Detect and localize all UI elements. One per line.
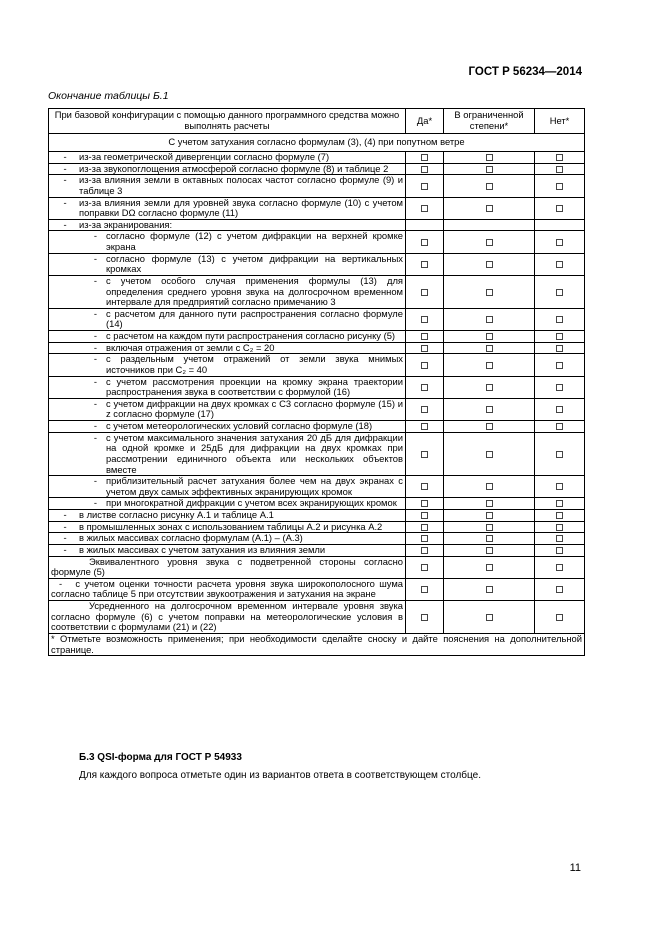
checkbox[interactable] (421, 547, 428, 554)
limited-cell (444, 308, 535, 330)
row-text: из-за геометрической дивергенции согласно формуле (7) (79, 151, 330, 162)
no-cell (535, 163, 585, 175)
checkbox[interactable] (556, 423, 563, 430)
checkbox[interactable] (556, 483, 563, 490)
row-description (49, 510, 406, 522)
table-row (49, 376, 585, 398)
table-row (49, 533, 585, 545)
table-row (49, 308, 585, 330)
table-row (49, 197, 585, 219)
limited-cell (444, 354, 535, 376)
checkbox[interactable] (556, 289, 563, 296)
checkbox[interactable] (421, 614, 428, 621)
row-bullet: - (63, 532, 67, 544)
no-cell (535, 421, 585, 433)
row-text: Усредненного на долгосрочном временном интервале уровня звука согласно формуле (6) с учетом поправки на метеорологические условия в соответствии с формулами (21) и (22) (51, 600, 403, 633)
limited-cell (444, 556, 535, 578)
row-description (49, 556, 406, 578)
checkbox[interactable] (421, 345, 428, 352)
checkbox[interactable] (556, 261, 563, 268)
row-description (49, 476, 406, 498)
table-row (49, 556, 585, 578)
row-description (49, 231, 406, 253)
checkbox[interactable] (486, 205, 493, 212)
checkbox[interactable] (556, 166, 563, 173)
limited-cell (444, 398, 535, 420)
limited-cell (444, 197, 535, 219)
row-bullet: - (59, 577, 63, 589)
row-bullet: - (93, 420, 97, 431)
checkbox[interactable] (421, 384, 428, 391)
table-row (49, 521, 585, 533)
table-row (49, 421, 585, 433)
yes-cell (406, 253, 444, 275)
row-description (49, 533, 406, 545)
row-bullet: - (93, 230, 97, 242)
no-cell (535, 331, 585, 343)
row-description (49, 578, 406, 600)
checkbox[interactable] (556, 362, 563, 369)
yes-cell (406, 533, 444, 545)
checkbox[interactable] (486, 535, 493, 542)
row-description (49, 163, 406, 175)
no-cell (535, 231, 585, 253)
checkbox[interactable] (486, 362, 493, 369)
limited-cell (444, 163, 535, 175)
limited-cell (444, 510, 535, 522)
header-yes: Да* (406, 109, 444, 134)
checkbox[interactable] (421, 586, 428, 593)
yes-cell (406, 197, 444, 219)
row-description (49, 376, 406, 398)
limited-cell (444, 432, 535, 476)
no-cell (535, 556, 585, 578)
row-bullet: - (63, 151, 67, 162)
document-id: ГОСТ Р 56234—2014 (468, 66, 582, 78)
row-text: из-за влияния земли в октавных полосах частот согласно формуле (9) и таблице 3 (79, 174, 403, 196)
checkbox[interactable] (486, 333, 493, 340)
table-row (49, 219, 585, 231)
yes-cell (406, 331, 444, 343)
row-bullet: - (63, 162, 67, 174)
row-bullet: - (93, 341, 97, 353)
row-text: с учетом дифракции на двух кромках с C3 согласно формуле (15) и z согласно формуле (17) (106, 397, 403, 420)
no-cell (535, 342, 585, 354)
table-row (49, 163, 585, 175)
checkbox[interactable] (421, 154, 428, 161)
no-cell (535, 152, 585, 164)
checkbox[interactable] (421, 205, 428, 212)
yes-cell (406, 376, 444, 398)
checkbox[interactable] (421, 500, 428, 507)
table-row (49, 175, 585, 197)
checkbox[interactable] (421, 362, 428, 369)
row-bullet: - (93, 252, 97, 264)
limited-cell (444, 275, 535, 308)
row-bullet: - (63, 509, 67, 520)
section-paragraph: Для каждого вопроса отметьте один из вариантов ответа в соответствующем столбце. (79, 770, 481, 781)
checkbox[interactable] (556, 239, 563, 246)
limited-cell (444, 219, 535, 231)
row-description (49, 253, 406, 275)
table-footnote: * Отметьте возможность применения; при необходимости сделайте сноску и дайте пояснения на дополнительной странице. (49, 633, 585, 655)
checkbox[interactable] (486, 384, 493, 391)
row-bullet: - (93, 397, 97, 409)
table-row (49, 578, 585, 600)
no-cell (535, 544, 585, 556)
no-cell (535, 498, 585, 510)
no-cell (535, 175, 585, 197)
yes-cell (406, 556, 444, 578)
checkbox[interactable] (421, 183, 428, 190)
no-cell (535, 197, 585, 219)
row-text: с раздельным учетом отражений от земли звука мнимых источников при C₂ = 40 (106, 353, 403, 375)
table-row (49, 510, 585, 522)
table-row (49, 601, 585, 634)
header-description: При базовой конфигурации с помощью данного программного средства можно выполнять расчеты (49, 109, 406, 134)
row-description (49, 175, 406, 197)
row-text: из-за звукопоглощения атмосферой согласно формуле (8) и таблице 2 (79, 162, 389, 174)
row-text: с расчетом для данного пути распространения согласно формуле (14) (106, 307, 403, 330)
row-text: с учетом максимального значения затухания 20 дБ для дифракции на одной кромке и 25дБ для дифракции на двух кромках при рассмотрении единичного объекта или нескольких объектов вместе (106, 431, 403, 475)
row-bullet: - (93, 274, 97, 286)
table-row (49, 331, 585, 343)
yes-cell (406, 175, 444, 197)
checkbox[interactable] (556, 586, 563, 593)
yes-cell (406, 308, 444, 330)
limited-cell (444, 533, 535, 545)
yes-cell (406, 476, 444, 498)
limited-cell (444, 331, 535, 343)
checkbox[interactable] (486, 564, 493, 571)
row-bullet: - (93, 330, 97, 341)
table-row (49, 498, 585, 510)
checkbox[interactable] (486, 614, 493, 621)
row-text: из-за экранирования: (79, 218, 173, 230)
table-row (49, 231, 585, 253)
row-text: при многократной дифракции с учетом всех экранирующих кромок (106, 497, 397, 509)
checkbox[interactable] (421, 406, 428, 413)
checkbox[interactable] (486, 261, 493, 268)
checkbox[interactable] (556, 500, 563, 507)
row-bullet: - (93, 375, 97, 387)
checkbox[interactable] (421, 239, 428, 246)
checklist-table (48, 108, 585, 656)
table-row (49, 342, 585, 354)
checkbox[interactable] (556, 614, 563, 621)
checkbox[interactable] (556, 547, 563, 554)
checkbox[interactable] (556, 512, 563, 519)
row-text: с учетом особого случая применения формулы (13) для определения среднего уровня звука на долгосрочном временном интервале для предприятий согласно примечанию 3 (106, 274, 403, 308)
limited-cell (444, 376, 535, 398)
no-cell (535, 510, 585, 522)
no-cell (535, 376, 585, 398)
checkbox[interactable] (556, 183, 563, 190)
checkbox[interactable] (421, 333, 428, 340)
row-description (49, 275, 406, 308)
limited-cell (444, 601, 535, 634)
row-bullet: - (93, 475, 97, 487)
checkbox[interactable] (421, 423, 428, 430)
row-bullet: - (93, 353, 97, 365)
no-cell (535, 601, 585, 634)
row-description (49, 219, 406, 231)
row-bullet: - (93, 431, 97, 443)
checkbox[interactable] (556, 384, 563, 391)
row-description (49, 398, 406, 420)
table-header-row (49, 109, 585, 134)
checkbox[interactable] (421, 524, 428, 531)
checkbox[interactable] (421, 261, 428, 268)
checkbox[interactable] (486, 183, 493, 190)
section-title: С учетом затухания согласно формулам (3), (4) при попутном ветре (49, 134, 585, 152)
table-row (49, 253, 585, 275)
checkbox[interactable] (421, 166, 428, 173)
section-heading: Б.3 QSI-форма для ГОСТ Р 54933 (79, 752, 242, 763)
checkbox[interactable] (556, 345, 563, 352)
table-row (49, 432, 585, 476)
checkbox[interactable] (486, 547, 493, 554)
checkbox[interactable] (421, 316, 428, 323)
checkbox[interactable] (486, 524, 493, 531)
limited-cell (444, 521, 535, 533)
yes-cell (406, 219, 444, 231)
table-caption: Окончание таблицы Б.1 (48, 90, 169, 102)
checkbox[interactable] (421, 564, 428, 571)
checkbox[interactable] (486, 289, 493, 296)
checkbox[interactable] (556, 564, 563, 571)
header-limited: В ограниченной степени* (444, 109, 535, 134)
row-text: Эквивалентного уровня звука с подветренной стороны согласно формуле (5) (51, 555, 403, 578)
checkbox[interactable] (486, 586, 493, 593)
yes-cell (406, 421, 444, 433)
table-row (49, 275, 585, 308)
yes-cell (406, 342, 444, 354)
checkbox[interactable] (556, 406, 563, 413)
row-bullet: - (63, 174, 67, 186)
limited-cell (444, 476, 535, 498)
row-bullet: - (93, 497, 97, 509)
no-cell (535, 476, 585, 498)
table-row (49, 152, 585, 164)
limited-cell (444, 544, 535, 556)
no-cell (535, 219, 585, 231)
row-description (49, 432, 406, 476)
checkbox[interactable] (556, 154, 563, 161)
header-no: Нет* (535, 109, 585, 134)
yes-cell (406, 163, 444, 175)
checkbox[interactable] (486, 239, 493, 246)
limited-cell (444, 421, 535, 433)
checkbox[interactable] (486, 154, 493, 161)
row-text: с учетом оценки точности расчета уровня звука широкополосного шума согласно таблице 5 при отсутствии звукоотражения и затухания на экране (51, 577, 403, 600)
table-row (49, 398, 585, 420)
checkbox[interactable] (421, 289, 428, 296)
no-cell (535, 521, 585, 533)
yes-cell (406, 601, 444, 634)
no-cell (535, 253, 585, 275)
no-cell (535, 578, 585, 600)
checkbox[interactable] (556, 451, 563, 458)
table-row (49, 544, 585, 556)
row-description (49, 421, 406, 433)
yes-cell (406, 354, 444, 376)
checkbox[interactable] (486, 451, 493, 458)
checkbox[interactable] (486, 483, 493, 490)
row-description (49, 308, 406, 330)
row-description (49, 544, 406, 556)
no-cell (535, 308, 585, 330)
limited-cell (444, 498, 535, 510)
yes-cell (406, 398, 444, 420)
checkbox[interactable] (421, 451, 428, 458)
row-bullet: - (63, 218, 67, 230)
checkbox[interactable] (556, 205, 563, 212)
row-bullet: - (93, 307, 97, 319)
section-row (49, 134, 585, 152)
no-cell (535, 533, 585, 545)
row-text: с учетом рассмотрения проекции на кромку экрана траектории распространения звука в соответствии с формулой (16) (106, 375, 403, 398)
row-description (49, 601, 406, 634)
page-number: 11 (569, 862, 581, 874)
checkbox[interactable] (556, 316, 563, 323)
row-description (49, 197, 406, 219)
row-text: в промышленных зонах с использованием таблицы А.2 и рисунка А.2 (79, 520, 383, 532)
checkbox[interactable] (421, 483, 428, 490)
checkbox[interactable] (486, 512, 493, 519)
row-text: в листве согласно рисунку А.1 и таблице А.1 (79, 509, 274, 520)
row-text: из-за влияния земли для уровней звука согласно формуле (10) с учетом поправки DΩ согласно формуле (11) (79, 196, 403, 219)
row-description (49, 331, 406, 343)
limited-cell (444, 578, 535, 600)
row-text: в жилых массивах с учетом затухания из влияния земли (79, 543, 326, 555)
row-description (49, 152, 406, 164)
table-row (49, 354, 585, 376)
checkbox[interactable] (556, 333, 563, 340)
checkbox[interactable] (556, 535, 563, 542)
checkbox[interactable] (421, 535, 428, 542)
checkbox[interactable] (486, 345, 493, 352)
limited-cell (444, 152, 535, 164)
yes-cell (406, 510, 444, 522)
no-cell (535, 398, 585, 420)
limited-cell (444, 342, 535, 354)
row-text: согласно формуле (13) с учетом дифракции на вертикальных кромках (106, 252, 403, 275)
row-description (49, 342, 406, 354)
limited-cell (444, 231, 535, 253)
row-text: включая отражения от земли с C₂ = 20 (106, 341, 275, 353)
yes-cell (406, 544, 444, 556)
yes-cell (406, 152, 444, 164)
checkbox[interactable] (486, 316, 493, 323)
checkbox[interactable] (486, 166, 493, 173)
yes-cell (406, 578, 444, 600)
checkbox[interactable] (486, 423, 493, 430)
row-bullet: - (63, 543, 67, 555)
row-description (49, 521, 406, 533)
yes-cell (406, 432, 444, 476)
yes-cell (406, 498, 444, 510)
row-text: в жилых массивах согласно формулам (А.1) – (А.3) (79, 532, 303, 544)
limited-cell (444, 253, 535, 275)
footnote-row (49, 633, 585, 655)
no-cell (535, 432, 585, 476)
limited-cell (444, 175, 535, 197)
checkbox[interactable] (486, 406, 493, 413)
no-cell (535, 275, 585, 308)
row-description (49, 498, 406, 510)
row-description (49, 354, 406, 376)
row-bullet: - (63, 520, 67, 532)
row-text: согласно формуле (12) с учетом дифракции на верхней кромке экрана (106, 230, 403, 252)
checkbox[interactable] (486, 500, 493, 507)
row-text: с учетом метеорологических условий согласно формуле (18) (106, 420, 373, 431)
yes-cell (406, 521, 444, 533)
yes-cell (406, 275, 444, 308)
table-row (49, 476, 585, 498)
no-cell (535, 354, 585, 376)
row-text: приблизительный расчет затухания более чем на двух экранах с учетом двух самых эффективных экранирующих кромок (106, 475, 403, 497)
row-bullet: - (63, 196, 67, 208)
checkbox[interactable] (421, 512, 428, 519)
row-text: с расчетом на каждом пути распространения согласно рисунку (5) (106, 330, 396, 341)
yes-cell (406, 231, 444, 253)
checkbox[interactable] (556, 524, 563, 531)
